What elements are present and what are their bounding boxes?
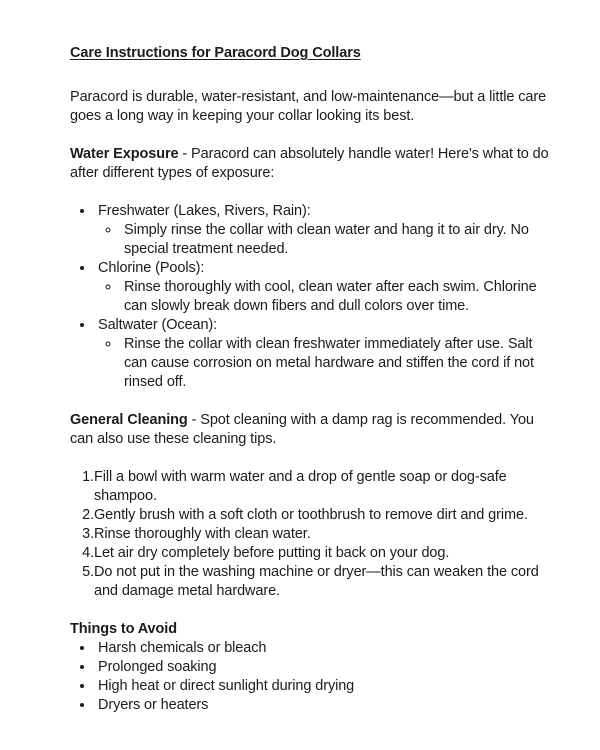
intro-paragraph [70, 88, 550, 126]
cleaning-step-item: 2. Gently brush with a soft cloth or toothbrush to remove dirt and grime. [94, 506, 550, 525]
intro-text: Paracord is durable, water-resistant, and low-maintenance—but a little care goes a long way in keeping your collar looking its best. [70, 89, 547, 124]
general-cleaning-text: - Spot cleaning with a damp rag is recommended. You can also use these cleaning tips. [70, 412, 534, 447]
water-exposure-item-detail [121, 278, 550, 316]
water-exposure-item-label: Chlorine (Pools): [98, 260, 205, 276]
water-exposure-paragraph [70, 145, 550, 183]
water-exposure-item-detail [121, 221, 550, 259]
water-exposure-item [95, 259, 550, 316]
water-exposure-sublist [98, 335, 550, 392]
water-exposure-heading: Water Exposure [70, 146, 179, 162]
cleaning-step-item: 3. Rinse thoroughly with clean water. [94, 525, 550, 544]
cleaning-step-item: 4. Let air dry completely before putting it back on your dog. [94, 544, 550, 563]
avoid-item: • Dryers or heaters [95, 696, 550, 715]
water-exposure-text: - Paracord can absolutely handle water! Here's what to do after different types of exposure: [70, 146, 549, 181]
general-cleaning-heading: General Cleaning [70, 412, 188, 428]
things-to-avoid-heading: Things to Avoid [70, 621, 177, 637]
water-exposure-sublist [98, 278, 550, 316]
water-exposure-sublist [98, 221, 550, 259]
water-exposure-detail-text: Rinse the collar with clean freshwater immediately after use. Salt can cause corrosion on metal hardware and stiffen the cord if not rinsed off. [124, 336, 534, 390]
general-cleaning-paragraph [70, 411, 550, 449]
cleaning-step-item: 1. Fill a bowl with warm water and a drop of gentle soap or dog-safe shampoo. [94, 468, 550, 506]
water-exposure-detail-text: Simply rinse the collar with clean water and hang it to air dry. No special treatment needed. [124, 222, 529, 257]
water-exposure-item-label: Freshwater (Lakes, Rivers, Rain): [98, 203, 311, 219]
cleaning-steps-list [70, 468, 550, 601]
avoid-item: • Harsh chemicals or bleach [95, 639, 550, 658]
things-to-avoid-list [70, 639, 550, 715]
water-exposure-list [70, 202, 550, 392]
water-exposure-item-label: Saltwater (Ocean): [98, 317, 218, 333]
avoid-item: • Prolonged soaking [95, 658, 550, 677]
avoid-item: • High heat or direct sunlight during drying [95, 677, 550, 696]
water-exposure-item [95, 202, 550, 259]
water-exposure-item-detail [121, 335, 550, 392]
cleaning-step-item: 5. Do not put in the washing machine or dryer—this can weaken the cord and damage metal hardware. [94, 563, 550, 601]
water-exposure-item [95, 316, 550, 392]
water-exposure-detail-text: Rinse thoroughly with cool, clean water after each swim. Chlorine can slowly break down fibers and dull colors over time. [124, 279, 537, 314]
things-to-avoid-paragraph [70, 620, 550, 639]
document-title: Care Instructions for Paracord Dog Collars [70, 45, 361, 61]
